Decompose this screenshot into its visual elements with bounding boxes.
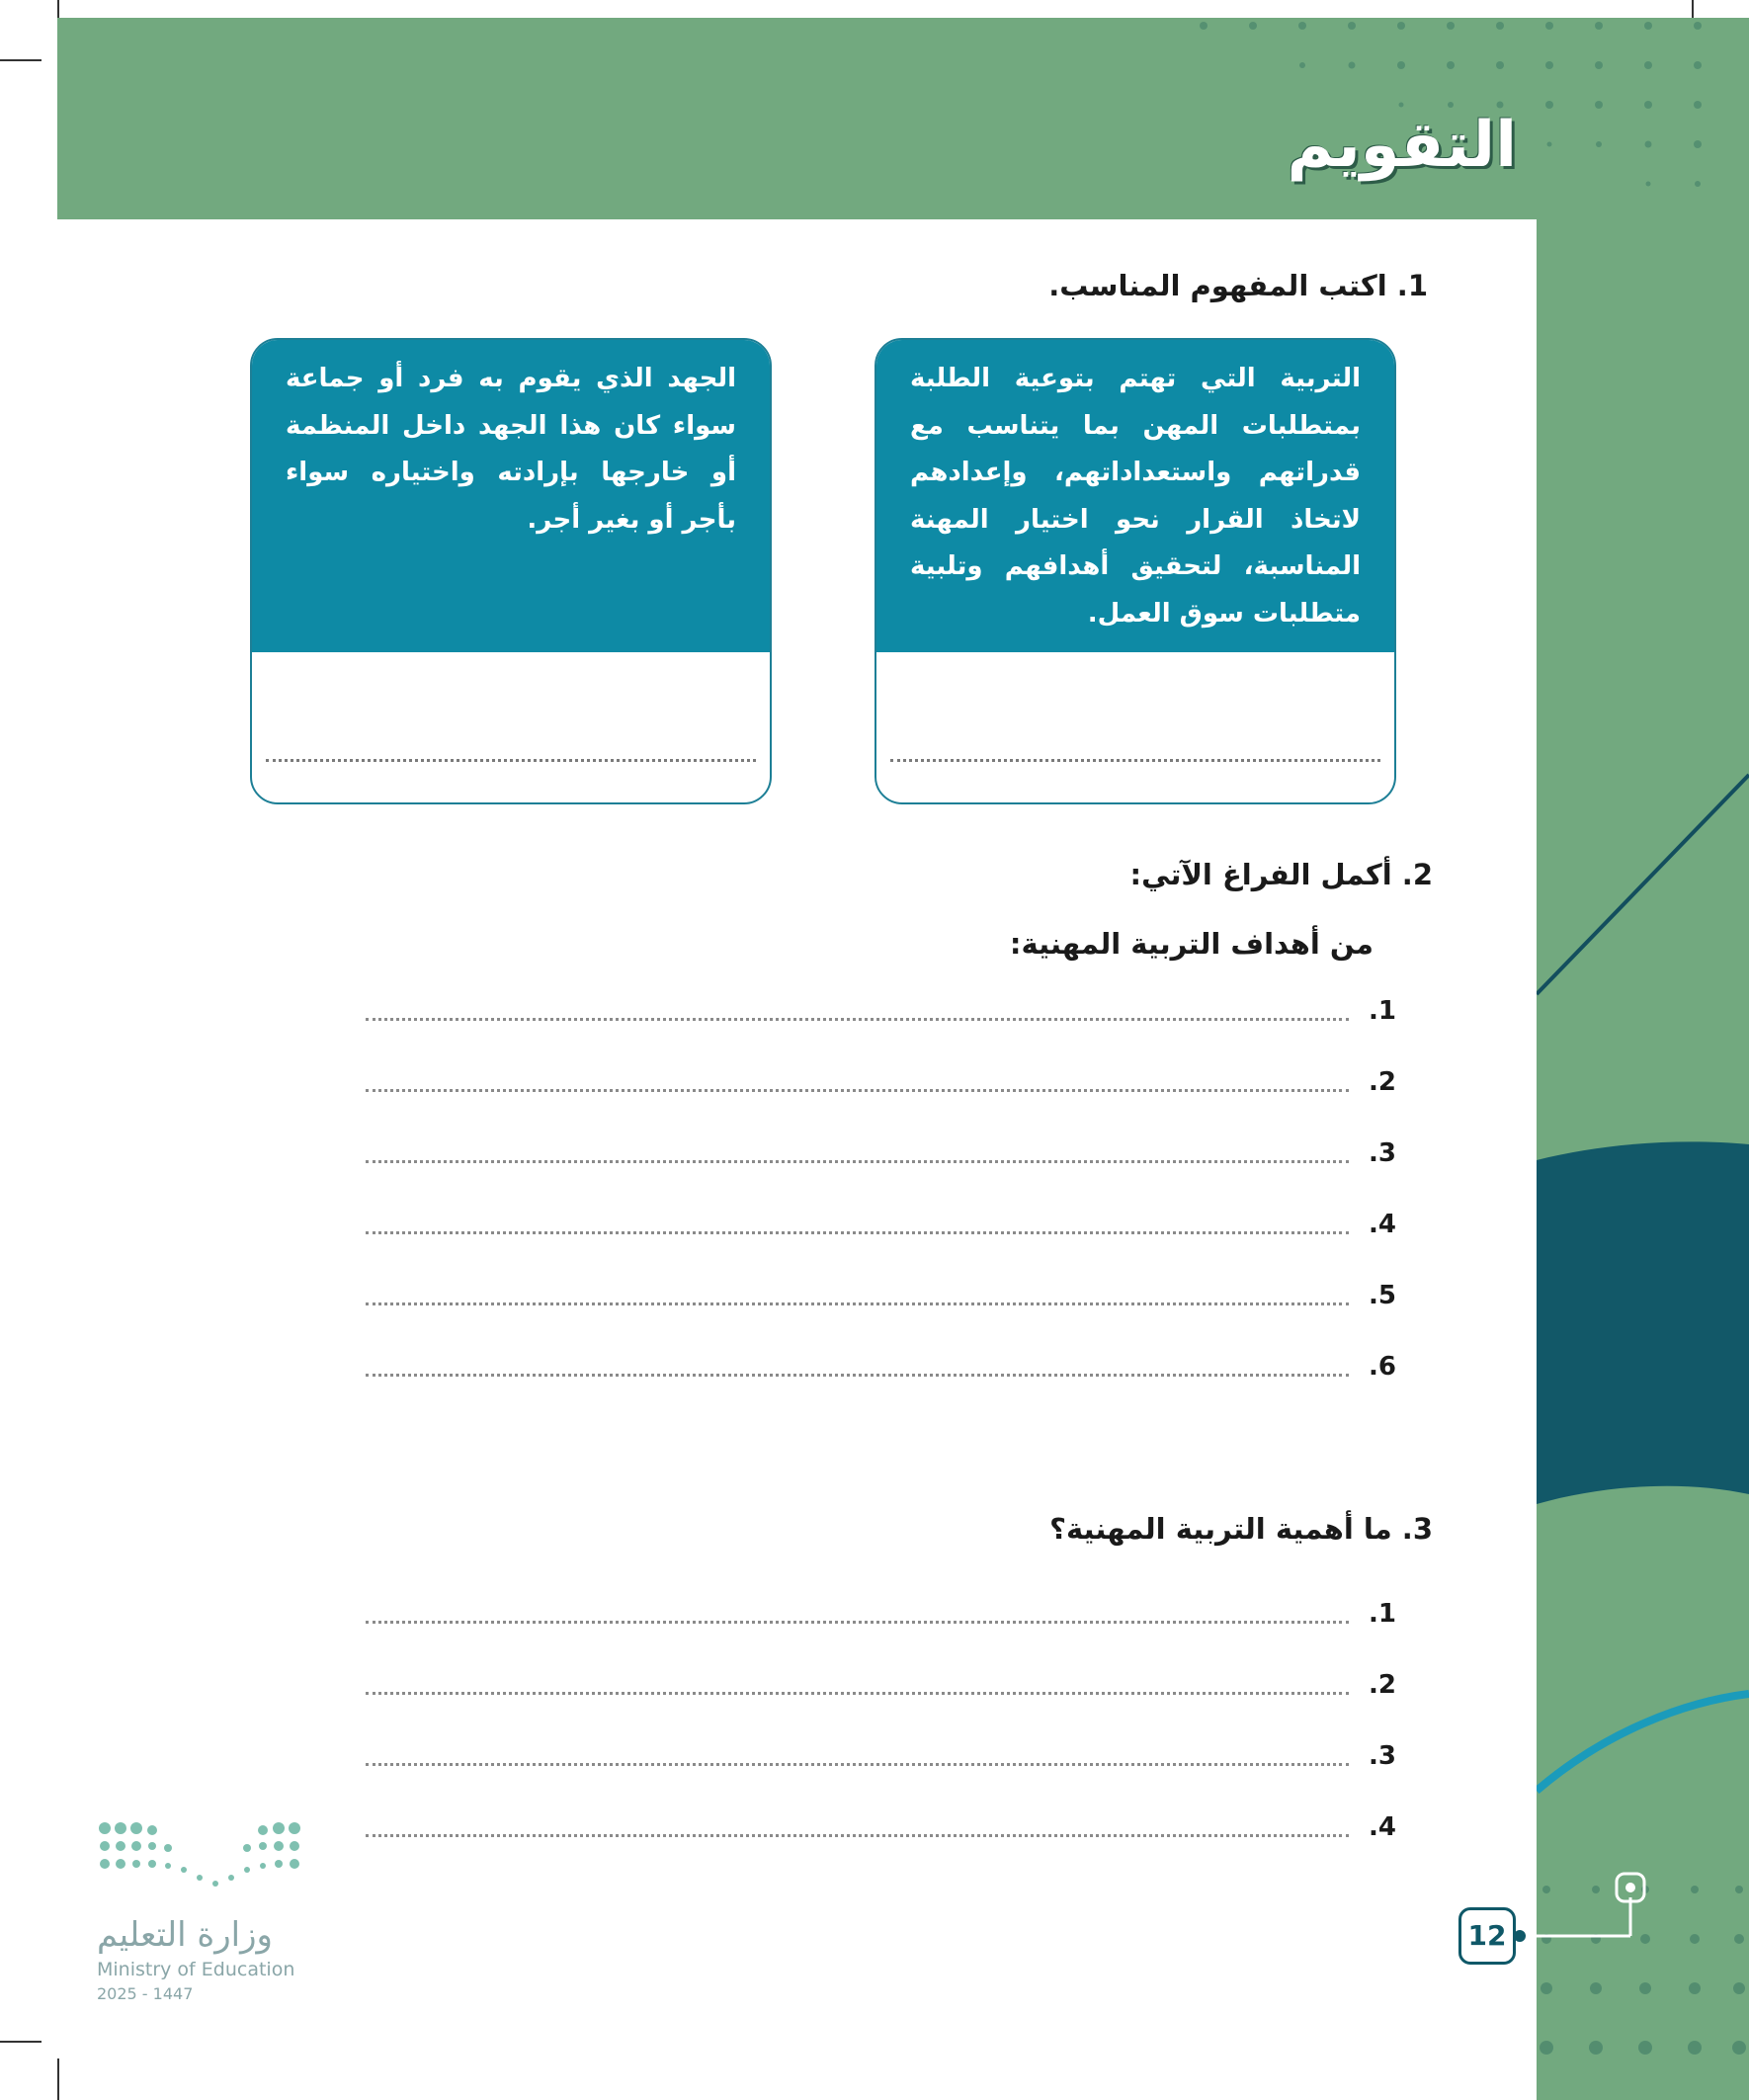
answer-line[interactable] (366, 1763, 1349, 1766)
concept-card-text: التربية التي تهتم بتوعية الطلبة بمتطلبات المهن بما يتناسب مع قدراتهم واستعداداتهم، وإعدادهم لاتخاذ القرار نحو اختيار المهنة المناسبة، لتحقيق أهدافهم وتلبية متطلبات سوق العمل. (876, 340, 1394, 652)
edition-year: 2025 - 1447 (97, 1984, 194, 2003)
list-number: 2. (1369, 1067, 1396, 1097)
answer-line[interactable] (366, 1692, 1349, 1695)
list-number: 2. (1369, 1670, 1396, 1700)
answer-line[interactable] (366, 1160, 1349, 1163)
answer-line[interactable] (366, 1302, 1349, 1305)
question-2-prompt: 2. أكمل الفراغ الآتي: (1129, 858, 1433, 891)
list-number: 1. (1369, 1599, 1396, 1629)
question-2-subprompt: من أهداف التربية المهنية: (1009, 927, 1374, 961)
concept-card-left (250, 338, 772, 804)
side-panel-art (1537, 219, 1749, 2100)
answer-line[interactable] (366, 1089, 1349, 1092)
crop-mark (0, 2041, 42, 2043)
ministry-logo-icon (97, 1820, 309, 1899)
list-number: 3. (1369, 1138, 1396, 1168)
list-number: 4. (1369, 1812, 1396, 1842)
answer-line[interactable] (366, 1374, 1349, 1377)
list-number: 4. (1369, 1210, 1396, 1239)
concept-card-text: الجهد الذي يقوم به فرد أو جماعة سواء كان هذا الجهد داخل المنظمة أو خارجها بإرادته واختياره سواء بأجر أو بغير أجر. (252, 340, 770, 652)
list-number: 3. (1369, 1741, 1396, 1771)
answer-line[interactable] (366, 1018, 1349, 1021)
list-number: 1. (1369, 996, 1396, 1026)
list-number: 5. (1369, 1281, 1396, 1310)
page-title: التقويم (1287, 109, 1517, 182)
answer-line[interactable] (366, 1231, 1349, 1234)
crop-mark (57, 2058, 59, 2100)
ministry-name-arabic: وزارة التعليم (97, 1915, 273, 1955)
decorative-side-panel (1537, 219, 1749, 2100)
answer-line[interactable] (890, 759, 1380, 762)
answer-line[interactable] (266, 759, 756, 762)
answer-line[interactable] (366, 1621, 1349, 1624)
ministry-name-english: Ministry of Education (97, 1959, 295, 1980)
answer-line[interactable] (366, 1834, 1349, 1837)
crop-mark (0, 59, 42, 61)
concept-card-right (874, 338, 1396, 804)
question-1-prompt: 1. اكتب المفهوم المناسب. (1048, 269, 1428, 302)
page-number-connector (1512, 1868, 1650, 1947)
question-3-prompt: 3. ما أهمية التربية المهنية؟ (1049, 1512, 1433, 1546)
list-number: 6. (1369, 1352, 1396, 1382)
page-number: 12 (1458, 1907, 1516, 1965)
